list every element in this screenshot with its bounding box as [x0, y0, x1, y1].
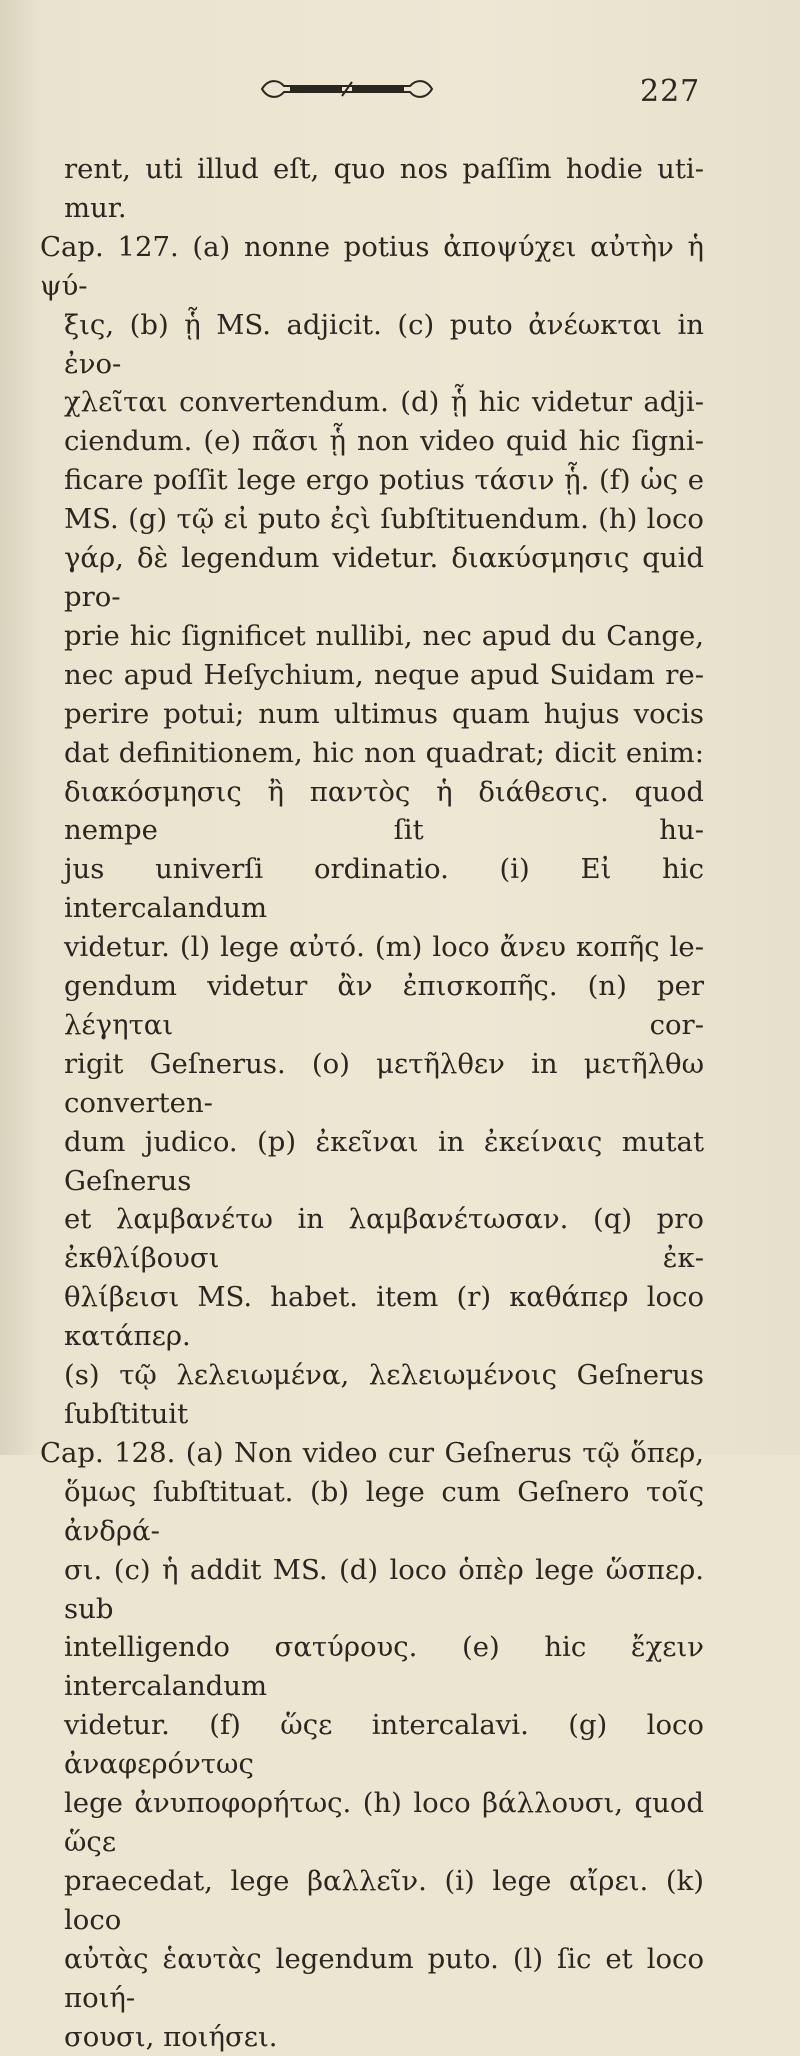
text-line: et λαμβανέτω in λαμβανέτωσαν. (q) pro ἐκθλίβουσι ἐκ-	[64, 1200, 704, 1278]
text-line: θλίβεισι MS. habet. item (r) καθάπερ loco κατάπερ.	[64, 1278, 704, 1356]
text-line: ξις, (b) ᾗ MS. adjicit. (c) puto ἀνέωκται in ἐνο-	[64, 306, 704, 384]
text-line: σουσι, ποιήσει.	[64, 2018, 704, 2056]
text-line: χλεῖται convertendum. (d) ᾗ hic videtur adji-	[64, 383, 704, 422]
text-line: διακόσμησις ἢ παντὸς ἡ διάθεσις. quod nempe ſit hu-	[64, 773, 704, 851]
text-line: dum judico. (p) ἐκεῖναι in ἐκείναις mutat Geſnerus	[64, 1123, 704, 1201]
text-line: Cap. 128. (a) Non video cur Geſnerus τῷ ὅπερ,	[40, 1434, 704, 1473]
text-line: perire potui; num ultimus quam hujus vocis	[64, 695, 704, 734]
text-line: γάρ, δὲ legendum videtur. διακύσμησις quid pro-	[64, 539, 704, 617]
footnotes-text-block	[64, 150, 704, 2056]
text-line: MS. (g) τῷ εἰ puto ἐςὶ ſubſtituendum. (h) loco	[64, 500, 704, 539]
text-line: intelligendo σατύρους. (e) hic ἔχειν intercalandum	[64, 1628, 704, 1706]
text-line: mur.	[64, 189, 704, 228]
text-line: ficare poſſit lege ergo potius τάσιν ᾗ. (f) ὡς e	[64, 461, 704, 500]
text-line: jus univerſi ordinatio. (i) Εἰ hic intercalandum	[64, 850, 704, 928]
text-line: ciendum. (e) πᾶσι ᾗ non video quid hic ſigni-	[64, 422, 704, 461]
text-line: σι. (c) ἡ addit MS. (d) loco ὁπὲρ lege ὥσπερ. sub	[64, 1551, 704, 1629]
text-line: videtur. (l) lege αὐτό. (m) loco ἄνευ κοπῆς le-	[64, 928, 704, 967]
text-line: rent, uti illud eſt, quo nos paſſim hodie uti-	[64, 150, 704, 189]
text-line: lege ἀνυποφορήτως. (h) loco βάλλουσι, quod ὥςε	[64, 1784, 704, 1862]
text-line: αὐτὰς ἑαυτὰς legendum puto. (l) ſic et loco ποιή-	[64, 1940, 704, 2018]
text-line: nec apud Heſychium, neque apud Suidam re-	[64, 656, 704, 695]
text-line: praecedat, lege βαλλεῖν. (i) lege αἴρει. (k) loco	[64, 1862, 704, 1940]
text-line: videtur. (f) ὥςε intercalavi. (g) loco ἀναφερόντως	[64, 1706, 704, 1784]
text-line: ὅμως ſubſtituat. (b) lege cum Geſnero τοῖς ἀνδρά-	[64, 1473, 704, 1551]
text-line: dat definitionem, hic non quadrat; dicit enim:	[64, 734, 704, 773]
header-ornament	[258, 76, 436, 102]
text-line: prie hic ſignificet nullibi, nec apud du Cange,	[64, 617, 704, 656]
text-line: Cap. 127. (a) nonne potius ἀποψύχει αὐτὴν ἡ ψύ-	[40, 228, 704, 306]
text-line: rigit Geſnerus. (o) μετῆλθεν in μετῆλθω converten-	[64, 1045, 704, 1123]
text-line: gendum videtur ἂν ἐπισκοπῆς. (n) per λέγηται cor-	[64, 967, 704, 1045]
text-line: (s) τῷ λελειωμένα, λελειωμένοις Geſnerus ſubſtituit	[64, 1356, 704, 1434]
page-number: 227	[640, 74, 700, 109]
